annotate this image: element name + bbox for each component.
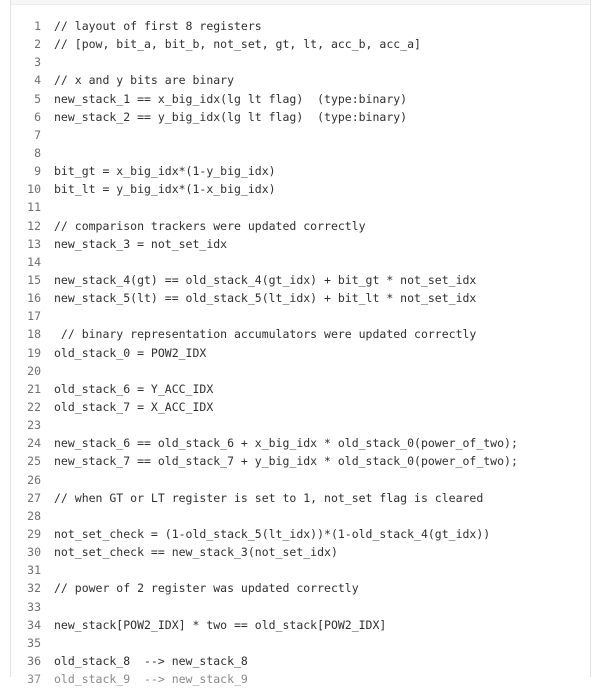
code-line <box>11 71 590 89</box>
code-line <box>11 217 590 235</box>
code-line <box>11 289 590 307</box>
code-line <box>11 271 590 289</box>
line-number: 6 <box>34 109 41 124</box>
code-line <box>11 198 590 216</box>
line-number: 1 <box>34 19 41 33</box>
line-text: new_stack_5(lt) == old_stack_5(lt_idx) + bit_lt * not_set_idx <box>54 291 477 306</box>
code-line <box>11 579 590 597</box>
code-line <box>11 398 590 416</box>
line-number: 25 <box>27 454 41 469</box>
line-number: 24 <box>27 436 41 451</box>
line-number: 13 <box>27 236 41 251</box>
line-number: 2 <box>34 37 41 52</box>
code-line <box>11 616 590 634</box>
line-text <box>41 416 54 434</box>
line-number: 18 <box>27 327 41 342</box>
code-line <box>11 434 590 452</box>
line-number: 10 <box>27 182 41 197</box>
line-text: not_set_check == new_stack_3(not_set_idx) <box>54 545 338 560</box>
line-text: bit_lt = y_big_idx*(1-x_big_idx) <box>54 182 276 197</box>
line-number: 17 <box>27 309 41 324</box>
line-number: 29 <box>27 526 41 541</box>
code-line <box>11 471 590 489</box>
line-number: 32 <box>27 581 41 596</box>
line-number: 8 <box>34 145 41 160</box>
code-line <box>11 235 590 253</box>
line-text: new_stack_1 == x_big_idx(lg lt flag) (type:binary) <box>54 91 408 106</box>
line-text: new_stack_2 == y_big_idx(lg lt flag) (type:binary) <box>54 109 408 124</box>
line-text <box>41 53 54 71</box>
code-line <box>11 525 590 543</box>
line-number: 14 <box>27 254 41 269</box>
code-line <box>11 307 590 325</box>
line-number: 23 <box>27 418 41 433</box>
line-text: // [pow, bit_a, bit_b, not_set, gt, lt, acc_b, acc_a] <box>54 37 421 52</box>
line-text: old_stack_6 = Y_ACC_IDX <box>54 381 214 396</box>
code-line <box>11 543 590 561</box>
line-text: new_stack_7 == old_stack_7 + y_big_idx * old_stack_0(power_of_two); <box>54 454 518 469</box>
line-text: new_stack_6 == old_stack_6 + x_big_idx * old_stack_0(power_of_two); <box>54 436 518 451</box>
code-line <box>11 598 590 616</box>
code-line <box>11 35 590 53</box>
line-number: 7 <box>34 127 41 142</box>
line-text <box>41 471 54 489</box>
line-number: 33 <box>27 599 41 614</box>
line-number: 26 <box>27 472 41 487</box>
code-line <box>11 489 590 507</box>
line-number: 28 <box>27 508 41 523</box>
line-text: new_stack_3 = not_set_idx <box>54 236 228 251</box>
code-line <box>11 180 590 198</box>
line-text: new_stack_4(gt) == old_stack_4(gt_idx) + bit_gt * not_set_idx <box>54 272 477 287</box>
line-number: 37 <box>27 672 41 687</box>
line-text <box>41 253 54 271</box>
line-number: 31 <box>27 563 41 578</box>
line-text <box>41 144 54 162</box>
code-line <box>11 507 590 525</box>
line-text: bit_gt = x_big_idx*(1-y_big_idx) <box>54 164 276 179</box>
code-line <box>11 325 590 343</box>
line-number: 22 <box>27 399 41 414</box>
code-line <box>11 452 590 470</box>
line-text: old_stack_7 = X_ACC_IDX <box>54 399 214 414</box>
line-number: 35 <box>27 635 41 650</box>
line-number: 34 <box>27 617 41 632</box>
line-text: // layout of first 8 registers <box>54 19 262 33</box>
code-line <box>11 670 590 688</box>
line-number: 27 <box>27 490 41 505</box>
code-line <box>11 90 590 108</box>
line-text: // x and y bits are binary <box>54 73 235 88</box>
line-text: old_stack_9 --> new_stack_9 <box>54 672 248 687</box>
line-number: 20 <box>27 363 41 378</box>
line-text <box>41 198 54 216</box>
line-number: 9 <box>34 164 41 179</box>
line-text <box>41 561 54 579</box>
line-text <box>41 634 54 652</box>
code-line <box>11 162 590 180</box>
line-number: 11 <box>27 200 41 215</box>
code-line <box>11 126 590 144</box>
code-line <box>11 416 590 434</box>
line-number: 36 <box>27 653 41 668</box>
line-number: 16 <box>27 291 41 306</box>
line-text <box>41 307 54 325</box>
line-text: not_set_check = (1-old_stack_5(lt_idx))*(1-old_stack_4(gt_idx)) <box>54 526 491 541</box>
code-line <box>11 108 590 126</box>
code-line <box>11 561 590 579</box>
code-line <box>11 362 590 380</box>
line-number: 4 <box>34 73 41 88</box>
line-text <box>41 362 54 380</box>
code-line <box>11 53 590 71</box>
header-divider <box>11 0 590 5</box>
code-line <box>11 17 590 35</box>
line-number: 5 <box>34 91 41 106</box>
line-number: 3 <box>34 55 41 70</box>
line-number: 12 <box>27 218 41 233</box>
line-number: 30 <box>27 545 41 560</box>
line-number: 21 <box>27 381 41 396</box>
line-text <box>41 126 54 144</box>
line-text <box>41 507 54 525</box>
code-viewer <box>10 0 591 687</box>
code-line <box>11 253 590 271</box>
code-line <box>11 144 590 162</box>
line-text: new_stack[POW2_IDX] * two == old_stack[POW2_IDX] <box>54 617 387 632</box>
code-line <box>11 652 590 670</box>
line-text: old_stack_8 --> new_stack_8 <box>54 653 248 668</box>
line-text: // binary representation accumulators were updated correctly <box>54 327 477 342</box>
line-number: 19 <box>27 345 41 360</box>
line-text <box>41 598 54 616</box>
code-line <box>11 344 590 362</box>
code-line <box>11 380 590 398</box>
line-text: // when GT or LT register is set to 1, not_set flag is cleared <box>54 490 484 505</box>
line-number: 15 <box>27 272 41 287</box>
code-line <box>11 634 590 652</box>
code-block <box>11 17 590 688</box>
line-text: // comparison trackers were updated correctly <box>54 218 366 233</box>
line-text: old_stack_0 = POW2_IDX <box>54 345 207 360</box>
line-text: // power of 2 register was updated correctly <box>54 581 359 596</box>
